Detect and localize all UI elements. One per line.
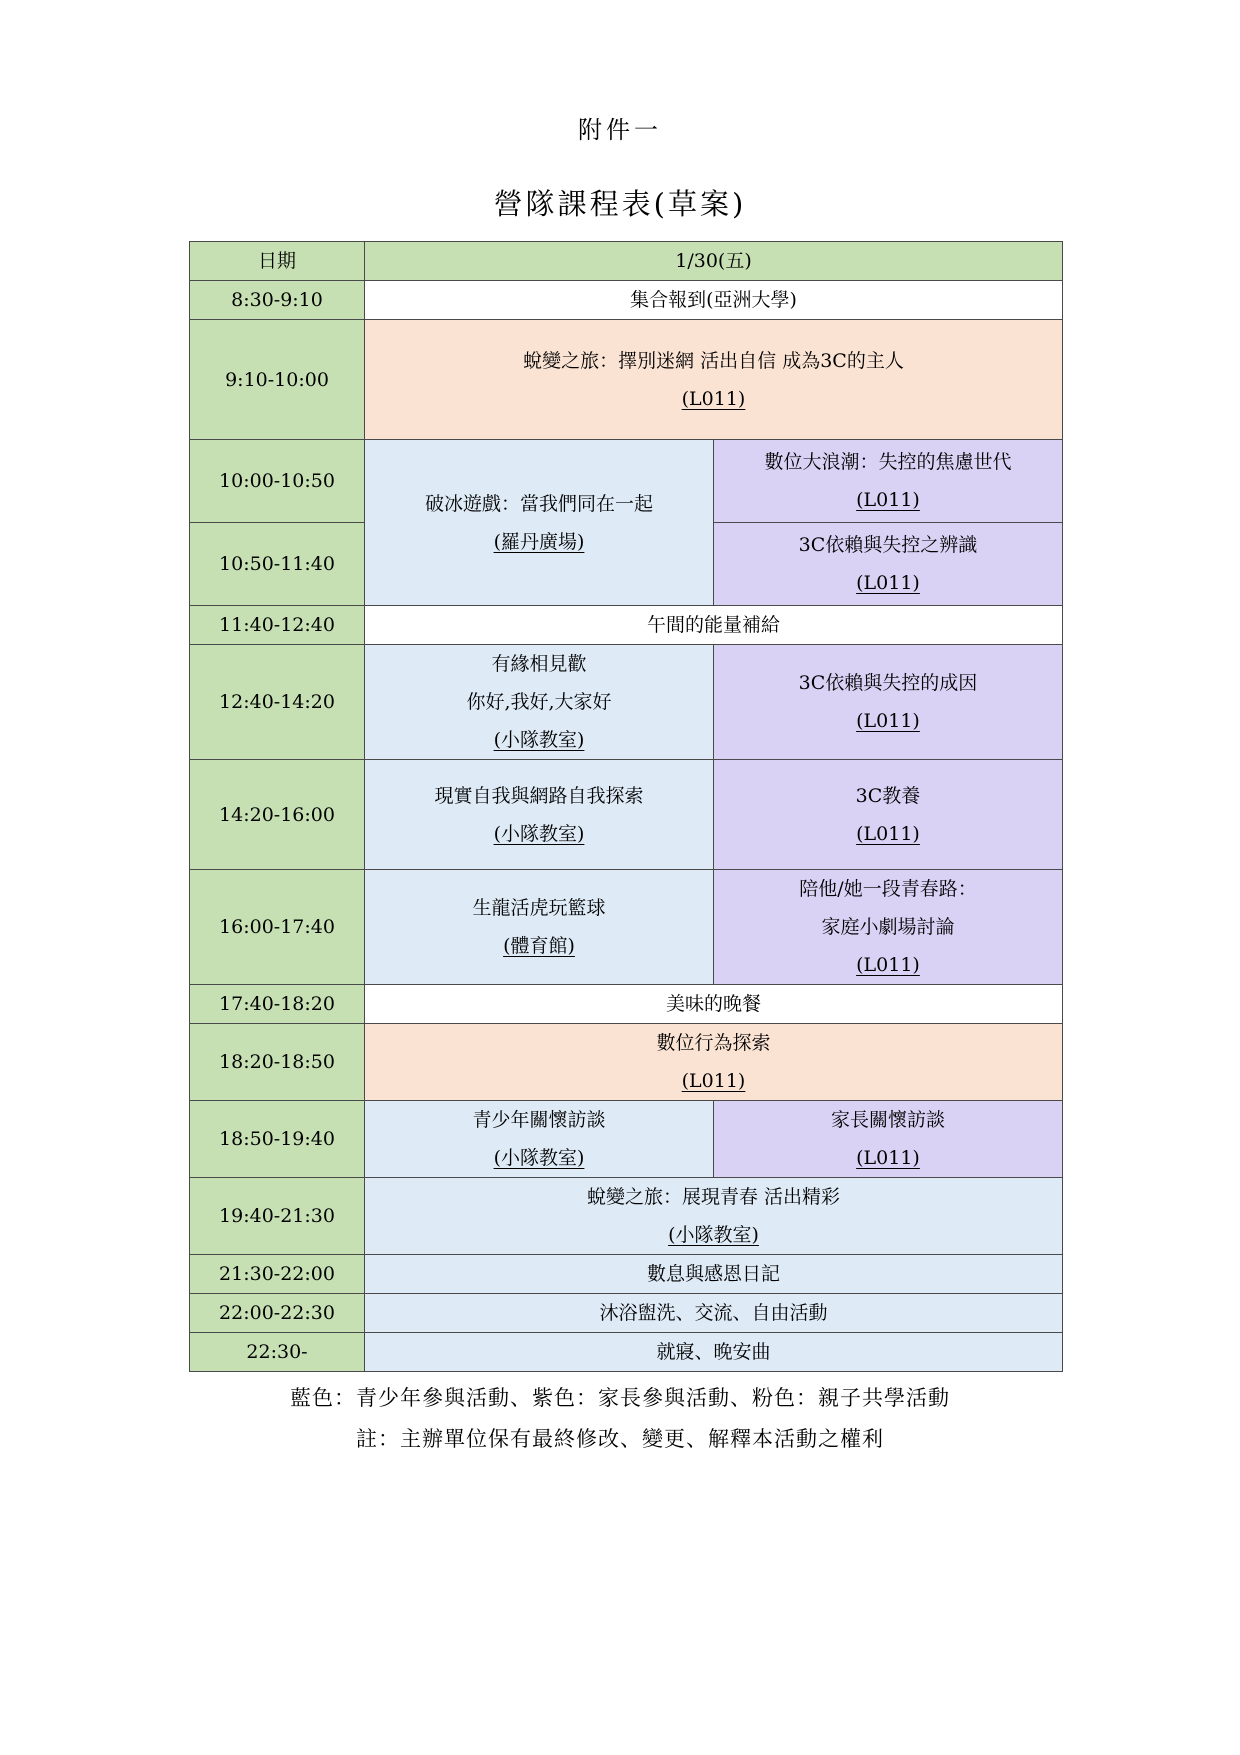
schedule-table <box>189 241 1063 1372</box>
activity-cell <box>365 1178 1063 1255</box>
activity-cell <box>714 523 1063 606</box>
time-cell: 8:30-9:10 <box>190 281 365 320</box>
table-row <box>190 440 1063 523</box>
activity-title: 現實自我與網路自我探索 <box>434 784 644 807</box>
activity-cell <box>714 760 1063 870</box>
table-row <box>190 242 1063 281</box>
table-row <box>190 606 1063 645</box>
activity-title: 生龍活虎玩籃球 <box>472 897 606 919</box>
activity-cell: 美味的晚餐 <box>365 985 1063 1024</box>
activity-cell <box>365 1101 714 1178</box>
activity-location: (小隊教室) <box>493 729 585 751</box>
activity-subtitle: 你好,我好,大家好 <box>466 691 612 713</box>
activity-location: (小隊教室) <box>493 822 585 845</box>
time-cell: 16:00-17:40 <box>190 870 365 985</box>
activity-title: 數位大浪潮：失控的焦慮世代 <box>764 451 1012 473</box>
activity-cell: 就寢、晚安曲 <box>365 1333 1063 1372</box>
time-cell: 14:20-16:00 <box>190 760 365 870</box>
time-cell: 18:50-19:40 <box>190 1101 365 1178</box>
activity-title: 陪他/她一段青春路： <box>799 878 977 900</box>
table-row <box>190 985 1063 1024</box>
activity-title: 3C教養 <box>855 784 921 807</box>
activity-title: 破冰遊戲：當我們同在一起 <box>424 492 653 515</box>
activity-location: (L011) <box>681 1070 746 1092</box>
activity-cell <box>365 760 714 870</box>
activity-location: (小隊教室) <box>493 1147 585 1169</box>
table-row <box>190 1178 1063 1255</box>
activity-title: 3C依賴與失控之辨識 <box>798 534 978 556</box>
activity-location: (體育館) <box>503 935 575 957</box>
date-header: 1/30(五) <box>365 242 1063 281</box>
time-cell: 19:40-21:30 <box>190 1178 365 1255</box>
color-legend: 藍色：青少年參與活動、紫色：家長參與活動、粉色：親子共學活動 <box>290 1386 950 1410</box>
activity-title: 有緣相見歡 <box>491 653 587 675</box>
table-row <box>190 281 1063 320</box>
activity-location: (L011) <box>681 387 746 410</box>
activity-cell <box>714 870 1063 985</box>
activity-location: (L011) <box>856 954 920 976</box>
table-row <box>190 320 1063 440</box>
annex-label: 附件一 <box>578 116 662 144</box>
activity-subtitle: 家庭小劇場討論 <box>821 916 955 938</box>
time-cell: 10:50-11:40 <box>190 523 365 606</box>
activity-cell: 午間的能量補給 <box>365 606 1063 645</box>
table-row <box>190 1255 1063 1294</box>
activity-location: (L011) <box>856 1147 920 1169</box>
activity-title: 3C依賴與失控的成因 <box>798 672 978 694</box>
time-cell: 21:30-22:00 <box>190 1255 365 1294</box>
activity-cell: 數息與感恩日記 <box>365 1255 1063 1294</box>
table-row <box>190 1101 1063 1178</box>
table-row <box>190 1294 1063 1333</box>
activity-cell <box>714 645 1063 760</box>
activity-location: (L011) <box>856 489 920 511</box>
time-cell: 18:20-18:50 <box>190 1024 365 1101</box>
activity-cell: 集合報到(亞洲大學) <box>365 281 1063 320</box>
activity-location: (羅丹廣場) <box>493 530 585 553</box>
time-cell: 9:10-10:00 <box>190 320 365 440</box>
activity-cell <box>365 320 1063 440</box>
activity-cell <box>714 1101 1063 1178</box>
activity-location: (小隊教室) <box>668 1224 759 1246</box>
activity-cell <box>365 1024 1063 1101</box>
time-cell: 17:40-18:20 <box>190 985 365 1024</box>
activity-cell: 沐浴盥洗、交流、自由活動 <box>365 1294 1063 1333</box>
time-cell: 22:30- <box>190 1333 365 1372</box>
time-cell: 12:40-14:20 <box>190 645 365 760</box>
activity-cell <box>365 440 714 606</box>
activity-location: (L011) <box>856 710 920 732</box>
time-cell: 10:00-10:50 <box>190 440 365 523</box>
time-cell: 11:40-12:40 <box>190 606 365 645</box>
table-row <box>190 760 1063 870</box>
date-column-header: 日期 <box>190 242 365 281</box>
activity-title: 蛻變之旅：展現青春 活出精彩 <box>586 1186 841 1208</box>
activity-location: (L011) <box>856 572 920 594</box>
page-title: 營隊課程表(草案) <box>493 187 747 221</box>
table-row <box>190 1333 1063 1372</box>
activity-title: 青少年關懷訪談 <box>472 1109 606 1131</box>
activity-location: (L011) <box>856 822 920 845</box>
activity-title: 蛻變之旅：擇別迷網 活出自信 成為3C的主人 <box>523 349 904 372</box>
activity-cell <box>714 440 1063 523</box>
activity-title: 家長關懷訪談 <box>830 1109 945 1131</box>
table-row <box>190 870 1063 985</box>
activity-cell <box>365 645 714 760</box>
activity-cell <box>365 870 714 985</box>
disclaimer-note: 註：主辦單位保有最終修改、變更、解釋本活動之權利 <box>356 1427 884 1451</box>
time-cell: 22:00-22:30 <box>190 1294 365 1333</box>
activity-title: 數位行為探索 <box>656 1032 771 1054</box>
table-row <box>190 645 1063 760</box>
table-row <box>190 1024 1063 1101</box>
